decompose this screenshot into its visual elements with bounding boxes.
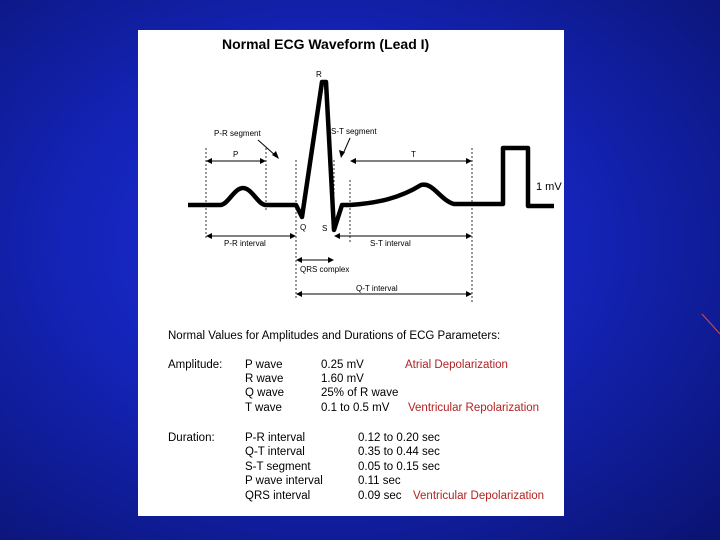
duration-row-name: P-R interval xyxy=(245,432,306,444)
label-p: P xyxy=(233,150,239,159)
duration-row-value: 0.05 to 0.15 sec xyxy=(358,461,440,473)
label-pr-interval: P-R interval xyxy=(224,239,266,248)
label-r: R xyxy=(316,70,322,79)
amplitude-row-name: Q wave xyxy=(245,387,284,399)
amplitude-row-name: P wave xyxy=(245,359,283,371)
t-dimension-arrow-right xyxy=(466,158,472,164)
amplitude-row-name: T wave xyxy=(245,402,282,414)
amplitude-label: Amplitude: xyxy=(168,359,223,371)
amplitude-row-name: R wave xyxy=(245,373,284,385)
pr-segment-pointer xyxy=(258,140,276,156)
duration-row-value: 0.09 sec xyxy=(358,490,402,502)
duration-row-name: S-T segment xyxy=(245,461,311,473)
duration-row-value: 0.12 to 0.20 sec xyxy=(358,432,440,444)
st-interval-arrow-right xyxy=(466,233,472,239)
qt-interval-arrow-right xyxy=(466,291,472,297)
ecg-figure-card xyxy=(138,30,564,516)
amplitude-row-value: 25% of R wave xyxy=(321,387,399,399)
duration-row-value: 0.35 to 0.44 sec xyxy=(358,446,440,458)
amplitude-row-value: 0.1 to 0.5 mV xyxy=(321,402,390,414)
diagram-title: Normal ECG Waveform (Lead I) xyxy=(222,36,430,52)
slide-decoration-line xyxy=(700,312,720,336)
table-heading: Normal Values for Amplitudes and Durations of ECG Parameters: xyxy=(168,330,501,342)
label-s: S xyxy=(322,224,328,233)
duration-row-name: QRS interval xyxy=(245,490,311,502)
amplitude-row-note: Atrial Depolarization xyxy=(405,359,508,371)
label-calibration: 1 mV xyxy=(536,181,562,193)
qrs-complex-arrow-left xyxy=(296,257,302,263)
duration-label: Duration: xyxy=(168,432,215,444)
amplitude-section xyxy=(168,359,539,414)
label-qrs-complex: QRS complex xyxy=(300,265,350,274)
pr-segment-pointer-arrow xyxy=(272,151,279,159)
pr-interval-arrow-right xyxy=(290,233,296,239)
qrs-complex-arrow-right xyxy=(328,257,334,263)
st-segment-pointer xyxy=(343,138,350,154)
amplitude-row-note: Ventricular Repolarization xyxy=(408,402,540,414)
label-pr-segment: P-R segment xyxy=(214,129,261,138)
duration-row-name: Q-T interval xyxy=(245,446,305,458)
label-st-segment: S-T segment xyxy=(331,127,377,136)
t-dimension-arrow-left xyxy=(350,158,356,164)
duration-row-note: Ventricular Depolarization xyxy=(413,490,545,502)
ecg-waveform xyxy=(188,82,554,230)
duration-section xyxy=(168,432,544,502)
amplitude-row-value: 0.25 mV xyxy=(321,359,364,371)
label-st-interval: S-T interval xyxy=(370,239,411,248)
ecg-diagram xyxy=(138,30,564,516)
p-dimension-arrow-right xyxy=(260,158,266,164)
label-q: Q xyxy=(300,223,307,232)
amplitude-row-value: 1.60 mV xyxy=(321,373,364,385)
st-interval-arrow-left xyxy=(334,233,340,239)
pr-interval-arrow-left xyxy=(206,233,212,239)
p-dimension-arrow-left xyxy=(206,158,212,164)
label-qt-interval: Q-T interval xyxy=(356,284,398,293)
qt-interval-arrow-left xyxy=(296,291,302,297)
duration-row-name: P wave interval xyxy=(245,475,323,487)
duration-row-value: 0.11 sec xyxy=(358,475,401,487)
label-t: T xyxy=(411,150,416,159)
